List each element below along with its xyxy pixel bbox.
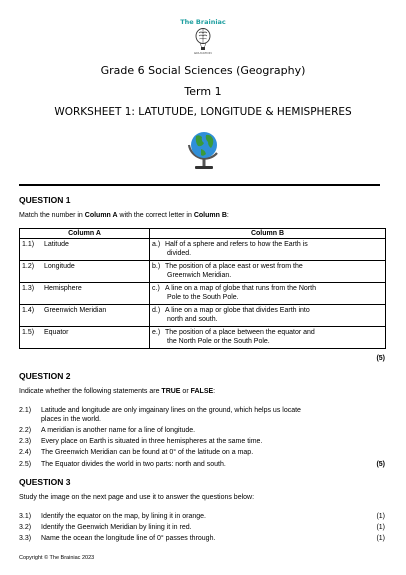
question-mark: (1) (376, 513, 385, 520)
question-mark: (1) (376, 524, 385, 531)
section-divider (19, 184, 380, 186)
table-row (20, 261, 386, 283)
worksheet-term: Term 1 (184, 85, 222, 98)
question-1-instruction: Match the number in Column A with the correct letter in Column B: (19, 212, 229, 219)
worksheet-page: The Brainiac EDUCATION Grade 6 Social Sciences (Geography) Term 1 WORKSHEET 1: LATUTUDE, LONGITUDE & HEMISPHERES QUESTION 1 Match the number in Column A with the correct letter in Column B: Column A Column B 1.1) Latitude a.) Half of a sphere and refers to how the Earth is divided. 1.2) Longitude b.) The position of a place east or west from the Greenwich Meridian. 1.3) Hemisphere c.) A line on a map of globe that runs from the North Pole to the South Pole. 1.4) Greenwich Meridian d.) A line on a map or globe that divides Earth into north and south. 1.5) Equator e.) The position of a place between the equator and the North Pole or the South Pole. (5) QUESTION 2 Indicate whether the following statements are TRUE or FALSE: 2.1) Latitude and longitude are only imgainary lines on the ground, which helps us locate places in the world. 2.2) A meridian is another name for a line of longitude. 2.3) Every place on Earth is situated in three hemispheres at the same time. 2.4) The Greenwich Meridian can be found at 0° of the latitude on a map. 2.5) The Equator divides the world in two parts: north and south. (5) QUESTION 3 Study the image on the next page and use it to answer the questions below: 3.1) Identify the equator on the map, by lining it in orange. (1) 3.2) Identify the Geenwich Meridian by lining it in red. (1) 3.3) Name the ocean the longitude line of 0° passes through. (1) Copyright © The Brainiac 2023 (0, 0, 406, 575)
column-b-header: Column B (150, 229, 386, 239)
question-mark: (1) (376, 535, 385, 542)
matching-table-header (20, 229, 386, 239)
column-a-cell: 1.2) Longitude (20, 261, 150, 283)
question-1-marks: (5) (376, 355, 385, 362)
column-a-cell: 1.1) Latitude (20, 239, 150, 261)
globe-icon (184, 126, 222, 172)
column-b-cell: d.) A line on a map or globe that divides Earth into north and south. (150, 305, 386, 327)
question-1-heading: QUESTION 1 (19, 195, 71, 205)
worksheet-subtitle: WORKSHEET 1: LATUTUDE, LONGITUDE & HEMISPHERES (54, 106, 352, 118)
column-b-cell: b.) The position of a place east or west from the Greenwich Meridian. (150, 261, 386, 283)
column-b-cell: a.) Half of a sphere and refers to how the Earth is divided. (150, 239, 386, 261)
matching-table (19, 228, 386, 349)
column-b-cell: e.) The position of a place between the equator and the North Pole or the South Pole. (150, 327, 386, 349)
copyright-footer: Copyright © The Brainiac 2023 (19, 555, 95, 561)
table-row (20, 283, 386, 305)
column-a-cell: 1.3) Hemisphere (20, 283, 150, 305)
column-a-header: Column A (20, 229, 150, 239)
brain-balloon-logo-icon (193, 27, 213, 53)
column-a-cell: 1.4) Greenwich Meridian (20, 305, 150, 327)
worksheet-title: Grade 6 Social Sciences (Geography) (100, 64, 306, 77)
brand-name: The Brainiac (180, 18, 226, 26)
column-b-cell: c.) A line on a map of globe that runs from the North Pole to the South Pole. (150, 283, 386, 305)
question-2-marks: (5) (376, 461, 385, 468)
column-a-cell: 1.5) Equator (20, 327, 150, 349)
question-3-instruction: Study the image on the next page and use it to answer the questions below: (19, 494, 255, 501)
table-row (20, 239, 386, 261)
question-2-heading: QUESTION 2 (19, 371, 71, 381)
question-2-instruction: Indicate whether the following statements are TRUE or FALSE: (19, 388, 216, 395)
logo-subtext: EDUCATION (194, 51, 212, 55)
question-3-heading: QUESTION 3 (19, 477, 71, 487)
table-row (20, 327, 386, 349)
table-row (20, 305, 386, 327)
